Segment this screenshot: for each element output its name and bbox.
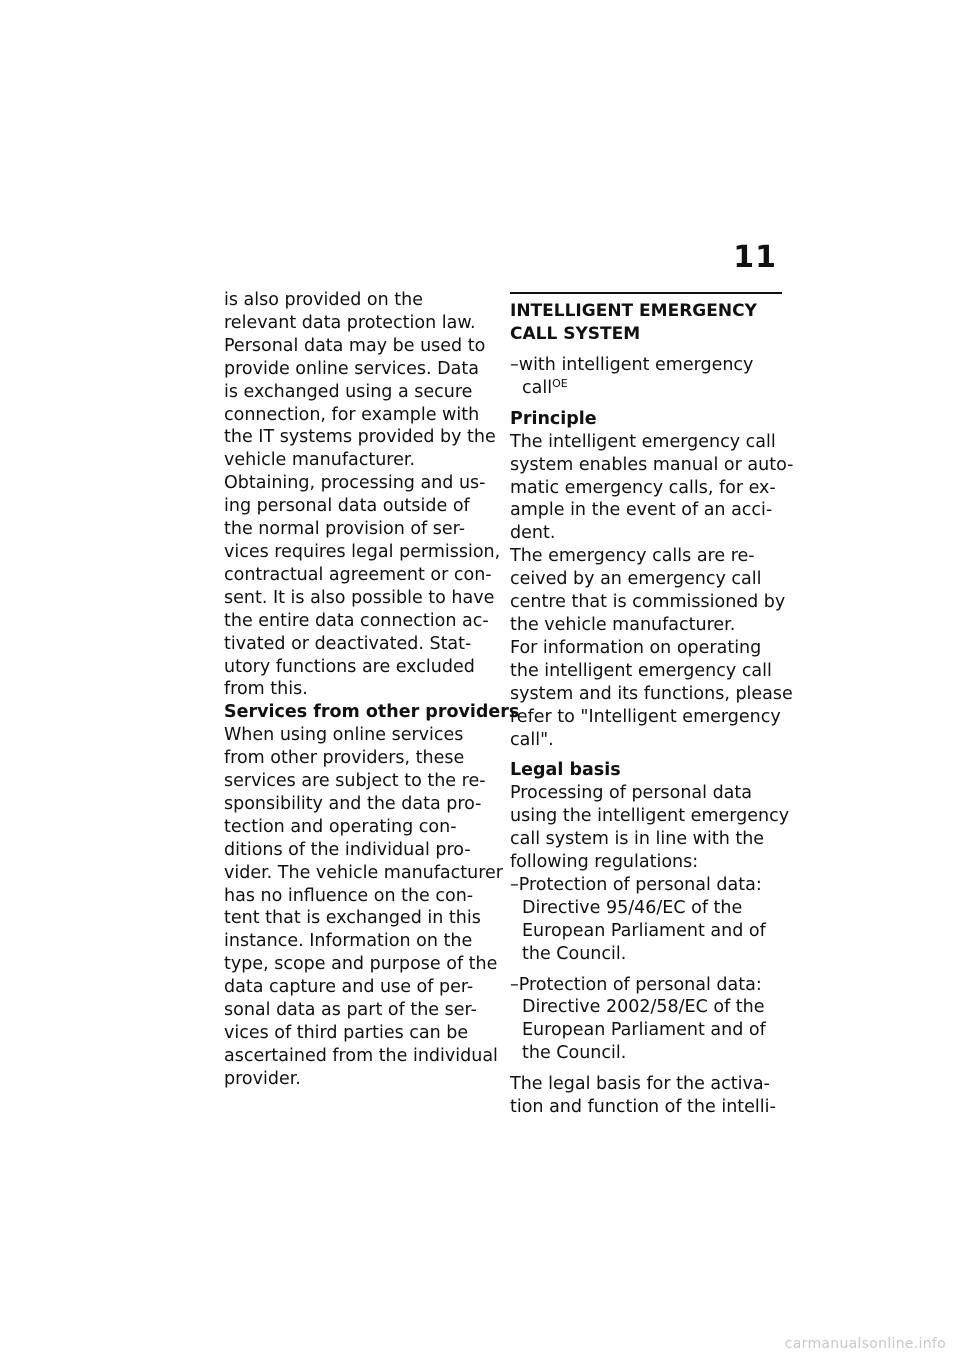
text-line: Obtaining, processing and us- [224, 473, 486, 494]
text-line: When using online services [224, 725, 464, 746]
text-line: tion and function of the intelli- [510, 1097, 776, 1118]
text-line: data capture and use of per- [224, 977, 474, 998]
text-line: vider. The vehicle manufacturer [224, 862, 503, 883]
page-number: 11 [733, 240, 777, 275]
text-line: –Protection of personal data: [510, 874, 762, 895]
text-line: tent that is exchanged in this [224, 908, 481, 929]
text-line: Directive 2002/58/EC of the [522, 997, 765, 1018]
text-line: –with intelligent emergency [510, 355, 754, 375]
text-line: using the intelligent emergency [510, 806, 790, 827]
section-title-line: INTELLIGENT EMERGENCY [510, 301, 757, 321]
text-line: call". [510, 729, 554, 750]
text-line: provider. [224, 1068, 301, 1089]
paragraph-legal-2 [510, 1073, 782, 1119]
text-line: Processing of personal data [510, 783, 752, 804]
text-line: Personal data may be used to [224, 335, 486, 356]
section-title [510, 300, 782, 346]
left-column [224, 289, 520, 1091]
text-line: vehicle manufacturer. [224, 450, 416, 471]
text-line: from this. [224, 679, 308, 700]
text-line: provide online services. Data [224, 358, 479, 379]
text-line: system and its functions, please [510, 683, 793, 704]
text-line: Directive 95/46/EC of the [522, 897, 743, 918]
equipment-note [510, 354, 782, 400]
list-item [510, 974, 782, 1066]
text-line: the Council. [522, 1043, 627, 1064]
paragraph-principle-3 [510, 637, 793, 752]
option-equipment-badge: OE [552, 376, 568, 390]
text-line: connection, for example with [224, 404, 480, 425]
text-line: is exchanged using a secure [224, 381, 473, 402]
text-line: from other providers, these [224, 748, 465, 769]
text-line: centre that is commissioned by [510, 592, 786, 613]
text-line: system enables manual or auto- [510, 454, 794, 475]
text-line: matic emergency calls, for ex- [510, 477, 776, 498]
text-line: the normal provision of ser- [224, 519, 466, 540]
text-line: contractual agreement or con- [224, 564, 492, 585]
text-line: sponsibility and the data pro- [224, 793, 482, 814]
text-line: ample in the event of an acci- [510, 500, 773, 521]
text-line: ing personal data outside of [224, 496, 470, 517]
text-line: refer to "Intelligent emergency [510, 706, 781, 727]
paragraph-principle-2 [510, 545, 786, 637]
text-line: sonal data as part of the ser- [224, 1000, 477, 1021]
text-line: –Protection of personal data: [510, 974, 762, 995]
text-line: tivated or deactivated. Stat- [224, 633, 472, 654]
text-line: dent. [510, 523, 556, 544]
text-line: sent. It is also possible to have [224, 587, 495, 608]
section-divider [510, 292, 782, 294]
paragraph-data-protection [224, 289, 496, 472]
text-line: utory functions are excluded [224, 656, 475, 677]
text-line: ditions of the individual pro- [224, 839, 471, 860]
list-item [510, 874, 782, 966]
text-line: relevant data protection law. [224, 312, 476, 333]
paragraph-legal-permission [224, 472, 501, 701]
heading-principle: Principle [510, 408, 597, 429]
heading-services-other-providers: Services from other providers [224, 702, 520, 723]
text-line: vices of third parties can be [224, 1023, 469, 1043]
watermark-text: carmanualsonline.info [784, 1336, 946, 1352]
text-line: the Council. [522, 943, 627, 964]
paragraph-other-providers [224, 724, 503, 1091]
paragraph-legal-1 [510, 782, 790, 874]
equipment-call: call [522, 377, 553, 398]
text-line [510, 377, 782, 400]
text-line: the IT systems provided by the [224, 427, 496, 448]
text-line: following regulations: [510, 852, 699, 873]
text-line: instance. Information on the [224, 931, 473, 952]
text-line: The legal basis for the activa- [510, 1074, 770, 1095]
text-line: the vehicle manufacturer. [510, 614, 736, 635]
text-line: ascertained from the individual [224, 1045, 498, 1066]
text-line: is also provided on the [224, 290, 423, 310]
text-line: European Parliament and of [522, 920, 766, 941]
text-line: the intelligent emergency call [510, 660, 772, 681]
text-line: The emergency calls are re- [510, 546, 755, 567]
text-line: ceived by an emergency call [510, 569, 762, 590]
text-line: tection and operating con- [224, 816, 457, 837]
text-line: European Parliament and of [522, 1020, 766, 1041]
text-line: has no influence on the con- [224, 885, 474, 906]
text-line: For information on operating [510, 637, 762, 658]
text-line: services are subject to the re- [224, 771, 486, 792]
text-line: call system is in line with the [510, 829, 765, 850]
text-line: The intelligent emergency call [510, 431, 776, 452]
paragraph-principle-1 [510, 431, 794, 546]
text-line: the entire data connection ac- [224, 610, 489, 631]
heading-legal-basis: Legal basis [510, 760, 621, 781]
text-line: vices requires legal permission, [224, 541, 501, 562]
text-line: type, scope and purpose of the [224, 954, 498, 975]
right-column [510, 289, 794, 1119]
section-title-line: CALL SYSTEM [510, 324, 641, 344]
